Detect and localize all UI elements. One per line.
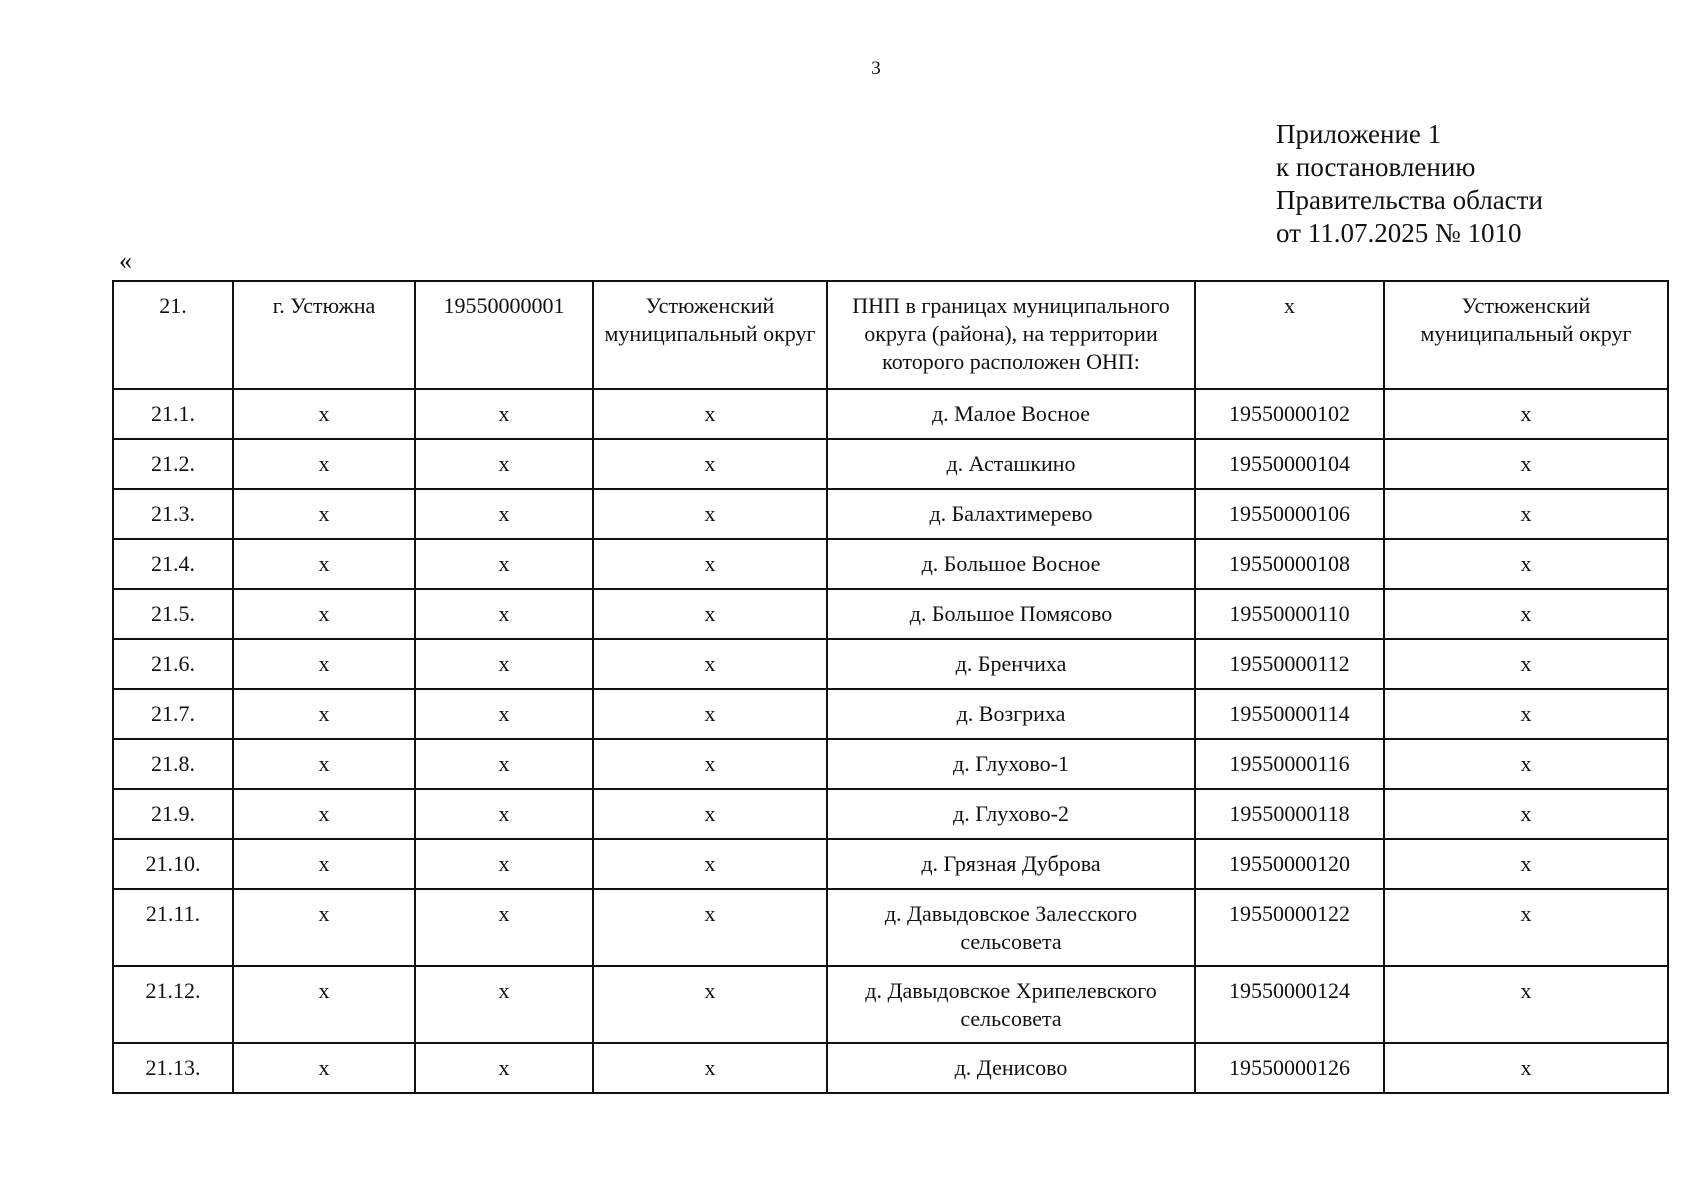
cell-district-name: Устюженский муниципальный округ xyxy=(1384,281,1668,389)
cell-number: 21.1. xyxy=(113,389,233,439)
appendix-line-government: Правительства области xyxy=(1276,185,1543,215)
appendix-line-to-resolution: к постановлению xyxy=(1276,152,1476,182)
table-row xyxy=(113,889,1668,966)
cell-settlement-code: 19550000112 xyxy=(1195,639,1384,689)
cell-district: х xyxy=(593,789,827,839)
cell-settlement-name: д. Малое Восное xyxy=(827,389,1195,439)
cell-district-name: х xyxy=(1384,439,1668,489)
cell-district: х xyxy=(593,689,827,739)
cell-city: х xyxy=(233,439,415,489)
cell-settlement-name: д. Большое Восное xyxy=(827,539,1195,589)
cell-number: 21.6. xyxy=(113,639,233,689)
cell-settlement-name: д. Глухово-2 xyxy=(827,789,1195,839)
cell-city: х xyxy=(233,389,415,439)
cell-code: х xyxy=(415,889,593,966)
cell-settlement-name: д. Денисово xyxy=(827,1043,1195,1093)
table-row xyxy=(113,1043,1668,1093)
cell-settlement-code: 19550000108 xyxy=(1195,539,1384,589)
cell-code: х xyxy=(415,966,593,1043)
cell-settlement-code: 19550000116 xyxy=(1195,739,1384,789)
cell-district: Устюженский муниципальный округ xyxy=(593,281,827,389)
cell-settlement-code: 19550000118 xyxy=(1195,789,1384,839)
cell-district-name: х xyxy=(1384,789,1668,839)
cell-number: 21.10. xyxy=(113,839,233,889)
cell-number: 21.2. xyxy=(113,439,233,489)
cell-district-name: х xyxy=(1384,889,1668,966)
cell-settlement-code: 19550000102 xyxy=(1195,389,1384,439)
cell-city: х xyxy=(233,589,415,639)
cell-district: х xyxy=(593,889,827,966)
cell-city: х xyxy=(233,689,415,739)
cell-city: х xyxy=(233,489,415,539)
table-row xyxy=(113,439,1668,489)
opening-quote: « xyxy=(119,246,132,275)
cell-code: х xyxy=(415,489,593,539)
cell-district: х xyxy=(593,1043,827,1093)
appendix-title: Приложение 1 xyxy=(1276,119,1442,149)
table-row xyxy=(113,839,1668,889)
cell-city: х xyxy=(233,889,415,966)
table-row xyxy=(113,966,1668,1043)
cell-settlement-name: д. Грязная Дуброва xyxy=(827,839,1195,889)
cell-district: х xyxy=(593,966,827,1043)
appendix-header xyxy=(1276,118,1543,250)
cell-district-name: х xyxy=(1384,966,1668,1043)
cell-code: х xyxy=(415,589,593,639)
cell-district: х xyxy=(593,389,827,439)
settlements-table xyxy=(112,280,1669,1094)
cell-settlement-code: 19550000114 xyxy=(1195,689,1384,739)
table-row xyxy=(113,639,1668,689)
cell-city: х xyxy=(233,639,415,689)
cell-city: х xyxy=(233,739,415,789)
cell-district-name: х xyxy=(1384,539,1668,589)
table-row xyxy=(113,539,1668,589)
cell-number: 21.12. xyxy=(113,966,233,1043)
cell-settlement-name: д. Давыдовское Хрипелевского сельсовета xyxy=(827,966,1195,1043)
cell-city: х xyxy=(233,839,415,889)
cell-number: 21.7. xyxy=(113,689,233,739)
cell-district-name: х xyxy=(1384,839,1668,889)
cell-code: х xyxy=(415,439,593,489)
cell-city: х xyxy=(233,966,415,1043)
cell-district-name: х xyxy=(1384,689,1668,739)
cell-settlement-code: 19550000126 xyxy=(1195,1043,1384,1093)
cell-settlement-name: д. Возгриха xyxy=(827,689,1195,739)
cell-district-name: х xyxy=(1384,489,1668,539)
cell-code: х xyxy=(415,639,593,689)
cell-number: 21.13. xyxy=(113,1043,233,1093)
table-header-row xyxy=(113,281,1668,389)
cell-code: х xyxy=(415,739,593,789)
cell-district-name: х xyxy=(1384,589,1668,639)
table-row xyxy=(113,789,1668,839)
cell-city: х xyxy=(233,539,415,589)
cell-code: 19550000001 xyxy=(415,281,593,389)
cell-number: 21.4. xyxy=(113,539,233,589)
table-row xyxy=(113,739,1668,789)
cell-city: х xyxy=(233,1043,415,1093)
cell-district-name: х xyxy=(1384,639,1668,689)
cell-settlement-code: 19550000122 xyxy=(1195,889,1384,966)
cell-city: г. Устюжна xyxy=(233,281,415,389)
cell-settlement-code: 19550000124 xyxy=(1195,966,1384,1043)
cell-district-name: х xyxy=(1384,1043,1668,1093)
cell-settlement-code: 19550000110 xyxy=(1195,589,1384,639)
table-row xyxy=(113,689,1668,739)
cell-code: х xyxy=(415,389,593,439)
cell-code: х xyxy=(415,789,593,839)
cell-district: х xyxy=(593,539,827,589)
cell-district: х xyxy=(593,639,827,689)
cell-district: х xyxy=(593,489,827,539)
cell-district: х xyxy=(593,739,827,789)
cell-code: х xyxy=(415,539,593,589)
cell-settlement-name: д. Глухово-1 xyxy=(827,739,1195,789)
cell-city: х xyxy=(233,789,415,839)
cell-number: 21.3. xyxy=(113,489,233,539)
page-number: 3 xyxy=(871,58,881,79)
table-row xyxy=(113,489,1668,539)
cell-district: х xyxy=(593,589,827,639)
cell-settlement-code: х xyxy=(1195,281,1384,389)
cell-settlement-name: д. Большое Помясово xyxy=(827,589,1195,639)
cell-district-name: х xyxy=(1384,389,1668,439)
cell-settlement-code: 19550000106 xyxy=(1195,489,1384,539)
cell-number: 21.9. xyxy=(113,789,233,839)
cell-settlement-description: ПНП в границах муниципального округа (района), на территории которого расположен ОНП: xyxy=(827,281,1195,389)
cell-number: 21.8. xyxy=(113,739,233,789)
cell-settlement-code: 19550000104 xyxy=(1195,439,1384,489)
cell-code: х xyxy=(415,1043,593,1093)
cell-settlement-name: д. Бренчиха xyxy=(827,639,1195,689)
cell-number: 21.11. xyxy=(113,889,233,966)
appendix-line-date-number: от 11.07.2025 № 1010 xyxy=(1276,218,1522,248)
cell-code: х xyxy=(415,839,593,889)
cell-settlement-name: д. Балахтимерево xyxy=(827,489,1195,539)
cell-settlement-code: 19550000120 xyxy=(1195,839,1384,889)
cell-district: х xyxy=(593,839,827,889)
table-body xyxy=(113,281,1668,1093)
cell-number: 21. xyxy=(113,281,233,389)
cell-code: х xyxy=(415,689,593,739)
table-row xyxy=(113,389,1668,439)
table-row xyxy=(113,589,1668,639)
cell-settlement-name: д. Асташкино xyxy=(827,439,1195,489)
cell-district: х xyxy=(593,439,827,489)
cell-number: 21.5. xyxy=(113,589,233,639)
cell-district-name: х xyxy=(1384,739,1668,789)
cell-settlement-name: д. Давыдовское Залесского сельсовета xyxy=(827,889,1195,966)
